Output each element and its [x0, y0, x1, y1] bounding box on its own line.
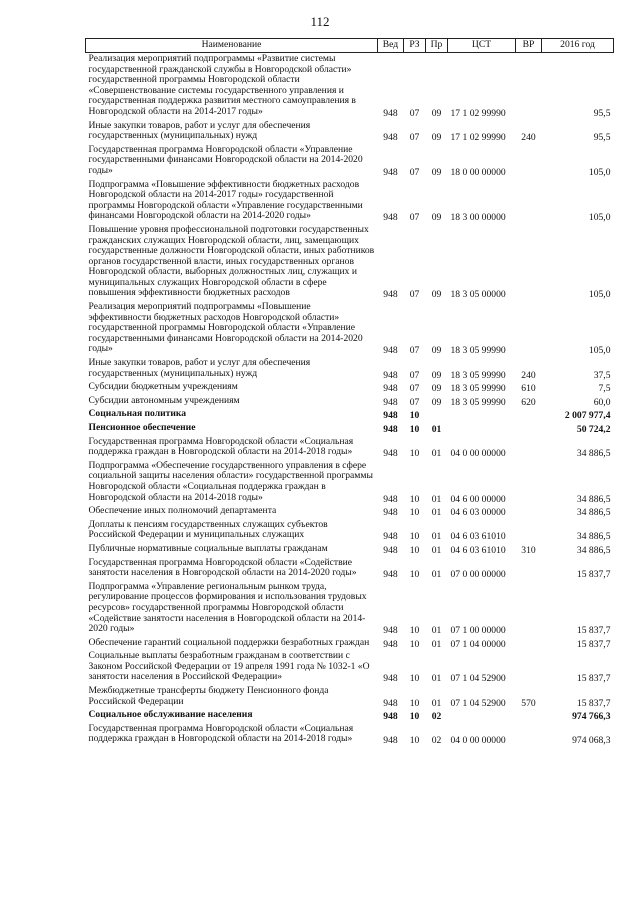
row-rz: 10 — [409, 493, 420, 505]
row-vr: 610 — [521, 383, 536, 395]
header-name: Наименование — [86, 39, 378, 53]
row-vr — [516, 709, 542, 723]
row-rz: 07 — [409, 396, 420, 408]
table-row — [86, 179, 614, 224]
row-ved: 948 — [383, 345, 398, 357]
row-vr — [516, 581, 542, 637]
row-cst: 07 1 00 00000 — [450, 625, 506, 637]
table-row — [86, 723, 614, 747]
row-rz: 07 — [409, 166, 420, 178]
row-pr: 09 — [431, 383, 442, 395]
row-pr: 01 — [431, 448, 442, 460]
row-cst: 18 3 00 00000 — [450, 212, 506, 224]
row-vr: 240 — [521, 369, 536, 381]
row-ved: 948 — [383, 132, 398, 144]
row-ved: 948 — [383, 424, 398, 435]
row-sum: 37,5 — [593, 369, 611, 381]
row-rz: 10 — [409, 410, 420, 422]
row-pr: 09 — [431, 396, 442, 408]
row-vr — [516, 519, 542, 543]
row-rz: 07 — [409, 289, 420, 301]
row-rz: 10 — [409, 531, 420, 543]
table-row — [86, 650, 614, 685]
row-sum: 105,0 — [588, 212, 611, 224]
row-cst: 07 0 00 00000 — [450, 569, 506, 581]
row-name: Социальные выплаты безработным гражданам в соответствии с Законом Российской Федерации от 19 апреля 1991 года № 1032-1 «О занятости населения в Российской Федерации» — [88, 650, 370, 683]
table-row — [86, 557, 614, 581]
table-row — [86, 460, 614, 505]
row-vr — [516, 723, 542, 747]
header-cst: ЦСТ — [448, 39, 516, 53]
row-ved: 948 — [383, 625, 398, 637]
row-name: Реализация мероприятий подпрограммы «Повышение эффективности бюджетных расходов Новгородской области» государственной программы Новгородской области «Управление государственными финансами Новгородской области на 2014-2020 годы» — [88, 301, 363, 355]
row-cst — [448, 408, 516, 422]
row-vr — [516, 144, 542, 179]
row-ved: 948 — [383, 493, 398, 505]
row-vr — [516, 301, 542, 357]
row-name: Иные закупки товаров, работ и услуг для обеспечения государственных (муниципальных) нужд — [88, 119, 311, 142]
row-sum: 34 886,5 — [576, 531, 611, 543]
row-rz: 10 — [409, 569, 420, 581]
row-rz: 10 — [409, 507, 420, 519]
row-name: Государственная программа Новгородской области «Содействие занятости населения в Новгородской области на 2014-2020 годы» — [88, 556, 357, 579]
row-pr: 09 — [431, 107, 442, 119]
row-sum: 974 068,3 — [572, 735, 611, 747]
row-pr: 02 — [431, 735, 442, 747]
row-pr: 09 — [431, 345, 442, 357]
row-name: Социальная политика — [88, 408, 187, 420]
row-pr: 09 — [431, 132, 442, 144]
table-row — [86, 422, 614, 436]
row-cst: 07 1 04 52900 — [450, 697, 506, 709]
table-row — [86, 581, 614, 637]
row-name: Государственная программа Новгородской области «Управление государственными финансами Новгородской области на 2014-2020 годы» — [88, 143, 363, 176]
row-cst: 18 3 05 99990 — [450, 369, 506, 381]
row-rz: 10 — [409, 673, 420, 685]
row-pr: 01 — [431, 673, 442, 685]
row-cst: 18 0 00 00000 — [450, 166, 506, 178]
row-sum: 15 837,7 — [576, 673, 611, 685]
row-cst: 04 0 00 00000 — [450, 448, 506, 460]
row-ved: 948 — [383, 569, 398, 581]
table-row — [86, 519, 614, 543]
row-ved: 948 — [383, 507, 398, 519]
row-sum: 34 886,5 — [576, 493, 611, 505]
row-sum: 34 886,5 — [576, 507, 611, 519]
row-name: Повышение уровня профессиональной подготовки государственных гражданских служащих Новгородской области, лиц, замещающих государственные должности Новгородской области, иных работников органов государственной власти, иных государственных органов Новгородской области, выборных должностных лиц, служащих и муниципальных служащих Новгородской области в сфере повышения эффективности бюджетных расходов — [88, 223, 375, 299]
table-row — [86, 505, 614, 519]
row-vr — [516, 557, 542, 581]
row-cst: 04 6 03 61010 — [450, 531, 506, 543]
row-name: Субсидии автономным учреждениям — [88, 394, 240, 406]
row-cst: 18 3 05 99990 — [450, 396, 506, 408]
row-pr: 01 — [431, 569, 442, 581]
row-rz: 07 — [409, 107, 420, 119]
row-name: Обеспечение иных полномочий департамента — [88, 505, 277, 517]
row-cst: 04 0 00 00000 — [450, 735, 506, 747]
row-ved: 948 — [383, 396, 398, 408]
row-name: Публичные нормативные социальные выплаты гражданам — [88, 542, 328, 554]
row-sum: 974 766,3 — [572, 711, 611, 723]
row-pr: 09 — [431, 289, 442, 301]
row-pr: 09 — [431, 166, 442, 178]
row-cst: 18 3 05 99990 — [450, 383, 506, 395]
row-name: Подпрограмма «Повышение эффективности бюджетных расходов Новгородской области на 2014-2017 годы» государственной программы Новгородской области «Управление государственными финансами Новгородской области на 2014-2020 годы» — [88, 178, 363, 222]
row-rz: 07 — [409, 132, 420, 144]
row-sum: 105,0 — [588, 345, 611, 357]
row-vr — [516, 408, 542, 422]
table-row — [86, 357, 614, 381]
row-vr — [516, 637, 542, 651]
row-cst: 17 1 02 99990 — [450, 107, 506, 119]
table-row — [86, 709, 614, 723]
row-vr: 570 — [521, 697, 536, 709]
row-pr — [426, 408, 448, 422]
row-name: Социальное обслуживание населения — [88, 709, 253, 721]
row-ved: 948 — [383, 107, 398, 119]
header-rz: РЗ — [404, 39, 426, 53]
row-cst — [448, 422, 516, 436]
row-name: Подпрограмма «Управление региональным рынком труда, регулирование процессов формирования и использования трудовых ресурсов» государственной программы Новгородской области «Содействие занятости населения в Новгородской области на 2014-2020 годы» — [88, 580, 367, 635]
row-ved: 948 — [383, 369, 398, 381]
row-pr: 01 — [431, 531, 442, 543]
row-vr — [516, 179, 542, 224]
header-vr: ВР — [516, 39, 542, 53]
row-sum: 50 724,2 — [576, 424, 611, 435]
row-cst — [448, 709, 516, 723]
row-vr — [516, 422, 542, 436]
row-ved: 948 — [383, 673, 398, 685]
table-row — [86, 543, 614, 557]
row-rz: 07 — [409, 383, 420, 395]
row-name: Обеспечение гарантий социальной поддержки безработных граждан — [88, 636, 370, 648]
budget-table — [85, 38, 614, 747]
row-rz: 10 — [409, 735, 420, 747]
row-sum: 95,5 — [593, 107, 611, 119]
row-ved: 948 — [383, 289, 398, 301]
row-ved: 948 — [383, 531, 398, 543]
row-pr: 01 — [431, 544, 442, 556]
row-rz: 10 — [409, 448, 420, 460]
row-ved: 948 — [383, 638, 398, 650]
row-pr: 09 — [431, 369, 442, 381]
table-row — [86, 381, 614, 395]
row-cst: 04 6 03 00000 — [450, 507, 506, 519]
row-sum: 105,0 — [588, 166, 611, 178]
table-row — [86, 395, 614, 409]
row-rz: 10 — [409, 711, 420, 723]
row-ved: 948 — [383, 212, 398, 224]
table-row — [86, 436, 614, 460]
row-name: Пенсионное обеспечение — [88, 422, 196, 433]
row-sum: 60,0 — [593, 396, 611, 408]
table-row — [86, 301, 614, 357]
header-sum: 2016 год — [542, 39, 614, 53]
table-row — [86, 637, 614, 651]
row-pr: 01 — [431, 625, 442, 637]
row-ved: 948 — [383, 711, 398, 723]
row-rz: 07 — [409, 345, 420, 357]
table-row — [86, 144, 614, 179]
row-pr: 02 — [431, 711, 442, 723]
row-cst: 04 6 03 61010 — [450, 544, 506, 556]
row-vr — [516, 460, 542, 505]
table-row — [86, 120, 614, 144]
row-name: Субсидии бюджетным учреждениям — [88, 381, 238, 393]
row-sum: 34 886,5 — [576, 544, 611, 556]
row-vr — [516, 505, 542, 519]
row-vr: 310 — [521, 544, 536, 556]
row-pr: 01 — [431, 697, 442, 709]
row-pr: 01 — [431, 638, 442, 650]
table-row — [86, 224, 614, 301]
row-ved: 948 — [383, 166, 398, 178]
table-row — [86, 408, 614, 422]
row-rz: 10 — [409, 424, 420, 435]
row-sum: 34 886,5 — [576, 448, 611, 460]
row-rz: 10 — [409, 638, 420, 650]
row-vr: 240 — [521, 132, 536, 144]
row-cst: 04 6 00 00000 — [450, 493, 506, 505]
row-sum: 7,5 — [598, 383, 611, 395]
row-ved: 948 — [383, 735, 398, 747]
row-name: Государственная программа Новгородской области «Социальная поддержка граждан в Новгородской области на 2014-2018 годы» — [88, 435, 354, 458]
row-cst: 07 1 04 00000 — [450, 638, 506, 650]
row-vr — [516, 436, 542, 460]
row-ved: 948 — [383, 410, 398, 422]
row-pr: 01 — [431, 493, 442, 505]
row-pr: 01 — [431, 424, 442, 435]
row-name: Реализация мероприятий подпрограммы «Развитие системы государственной гражданской службы в Новгородской области» государственной программы Новгородской области «Совершенствование системы государственного управления и государственная поддержка развития местного самоуправления в Новгородской области на 2014-2017 годы» — [88, 53, 356, 117]
page-number: 112 — [310, 14, 330, 29]
header-ved: Вед — [378, 39, 404, 53]
row-cst: 18 3 05 00000 — [450, 289, 506, 301]
row-ved: 948 — [383, 544, 398, 556]
row-ved: 948 — [383, 383, 398, 395]
row-cst: 07 1 04 52900 — [450, 673, 506, 685]
row-sum: 15 837,7 — [576, 569, 611, 581]
row-vr: 620 — [521, 396, 536, 408]
row-pr: 09 — [431, 212, 442, 224]
row-sum: 2 007 977,4 — [564, 410, 611, 422]
row-ved: 948 — [383, 448, 398, 460]
row-ved: 948 — [383, 697, 398, 709]
row-rz: 07 — [409, 212, 420, 224]
row-rz: 10 — [409, 625, 420, 637]
row-cst: 18 3 05 99990 — [450, 345, 506, 357]
table-body — [86, 53, 614, 748]
row-pr: 01 — [431, 507, 442, 519]
row-name: Подпрограмма «Обеспечение государственного управления в сфере социальной защиты населения области» государственной программы Новгородской области «Социальная поддержка граждан в Новгородской области на 2014-2018 годы» — [88, 459, 373, 503]
row-name: Межбюджетные трансферты бюджету Пенсионного фонда Российской Федерации — [88, 685, 329, 707]
row-sum: 105,0 — [588, 289, 611, 301]
table-row — [86, 685, 614, 709]
row-vr — [516, 650, 542, 685]
row-name: Иные закупки товаров, работ и услуг для обеспечения государственных (муниципальных) нужд — [88, 357, 311, 379]
row-name: Государственная программа Новгородской области «Социальная поддержка граждан в Новгородской области на 2014-2018 годы» — [88, 722, 354, 745]
row-vr — [516, 53, 542, 120]
row-rz: 10 — [409, 544, 420, 556]
row-cst: 17 1 02 99990 — [450, 132, 506, 144]
row-name: Доплаты к пенсиям государственных служащих субъектов Российской Федерации и муниципальных служащих — [88, 518, 328, 541]
table-header-row — [86, 39, 614, 53]
header-pr: Пр — [426, 39, 448, 53]
row-vr — [516, 224, 542, 301]
row-rz: 07 — [409, 369, 420, 381]
row-sum: 15 837,7 — [576, 625, 611, 637]
row-sum: 15 837,7 — [576, 697, 611, 709]
row-sum: 15 837,7 — [576, 638, 611, 650]
row-rz: 10 — [409, 697, 420, 709]
row-sum: 95,5 — [593, 132, 611, 144]
table-row — [86, 53, 614, 120]
